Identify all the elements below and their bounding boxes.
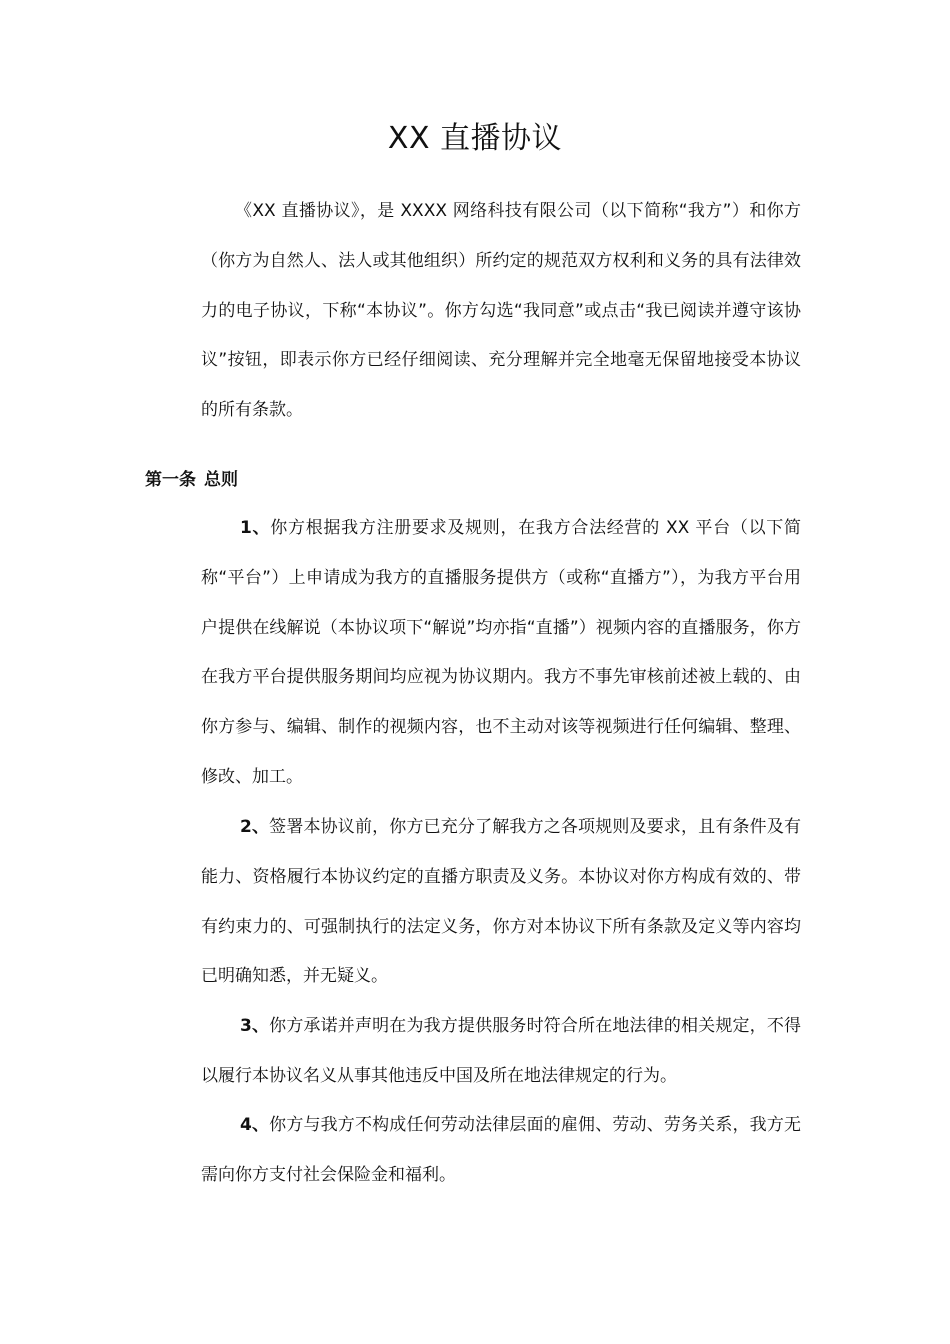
intro-paragraph: 《XX 直播协议》，是 XXXX 网络科技有限公司（以下简称“我方”）和你方（你方为自然人、法人或其他组织）所约定的规范双方权利和义务的具有法律效力的电子协议，下称“本协议”。你方勾选“我同意”或点击“我已阅读并遵守该协议”按钮，即表示你方已经仔细阅读、充分理解并完全地毫无保留地接受本协议的所有条款。 xyxy=(201,201,801,421)
clause-number: 3、 xyxy=(240,1016,270,1036)
clause-text: 你方与我方不构成任何劳动法律层面的雇佣、劳动、劳务关系，我方无需向你方支付社会保险金和福利。 xyxy=(201,1115,801,1185)
section-title: 总则 xyxy=(204,470,238,490)
clause-text: 你方承诺并声明在为我方提供服务时符合所在地法律的相关规定，不得以履行本协议名义从事其他违反中国及所在地法律规定的行为。 xyxy=(201,1016,801,1086)
clause-paragraph xyxy=(201,1002,801,1102)
clause-number: 2、 xyxy=(240,817,270,837)
clause-paragraph xyxy=(201,803,801,1002)
document-title: XX 直播协议 xyxy=(387,121,563,156)
clause-text: 签署本协议前，你方已充分了解我方之各项规则及要求，且有条件及有能力、资格履行本协议约定的直播方职责及义务。本协议对你方构成有效的、带有约束力的、可强制执行的法定义务，你方对本协议下所有条款及定义等内容均已明确知悉，并无疑义。 xyxy=(201,817,801,987)
section-number: 第一条 xyxy=(145,470,196,490)
clause-paragraph xyxy=(201,1101,801,1201)
clause-text: 你方根据我方注册要求及规则，在我方合法经营的 XX 平台（以下简称“平台”）上申请成为我方的直播服务提供方（或称“直播方”），为我方平台用户提供在线解说（本协议项下“解说”均亦指“直播”）视频内容的直播服务，你方在我方平台提供服务期间均应视为协议期内。我方不事先审核前述被上载的、由你方参与、编辑、制作的视频内容，也不主动对该等视频进行任何编辑、整理、修改、加工。 xyxy=(201,518,801,787)
section-heading xyxy=(145,465,238,495)
clause-number: 4、 xyxy=(240,1115,270,1135)
clause-paragraph xyxy=(201,504,801,803)
clause-number: 1、 xyxy=(240,518,271,538)
